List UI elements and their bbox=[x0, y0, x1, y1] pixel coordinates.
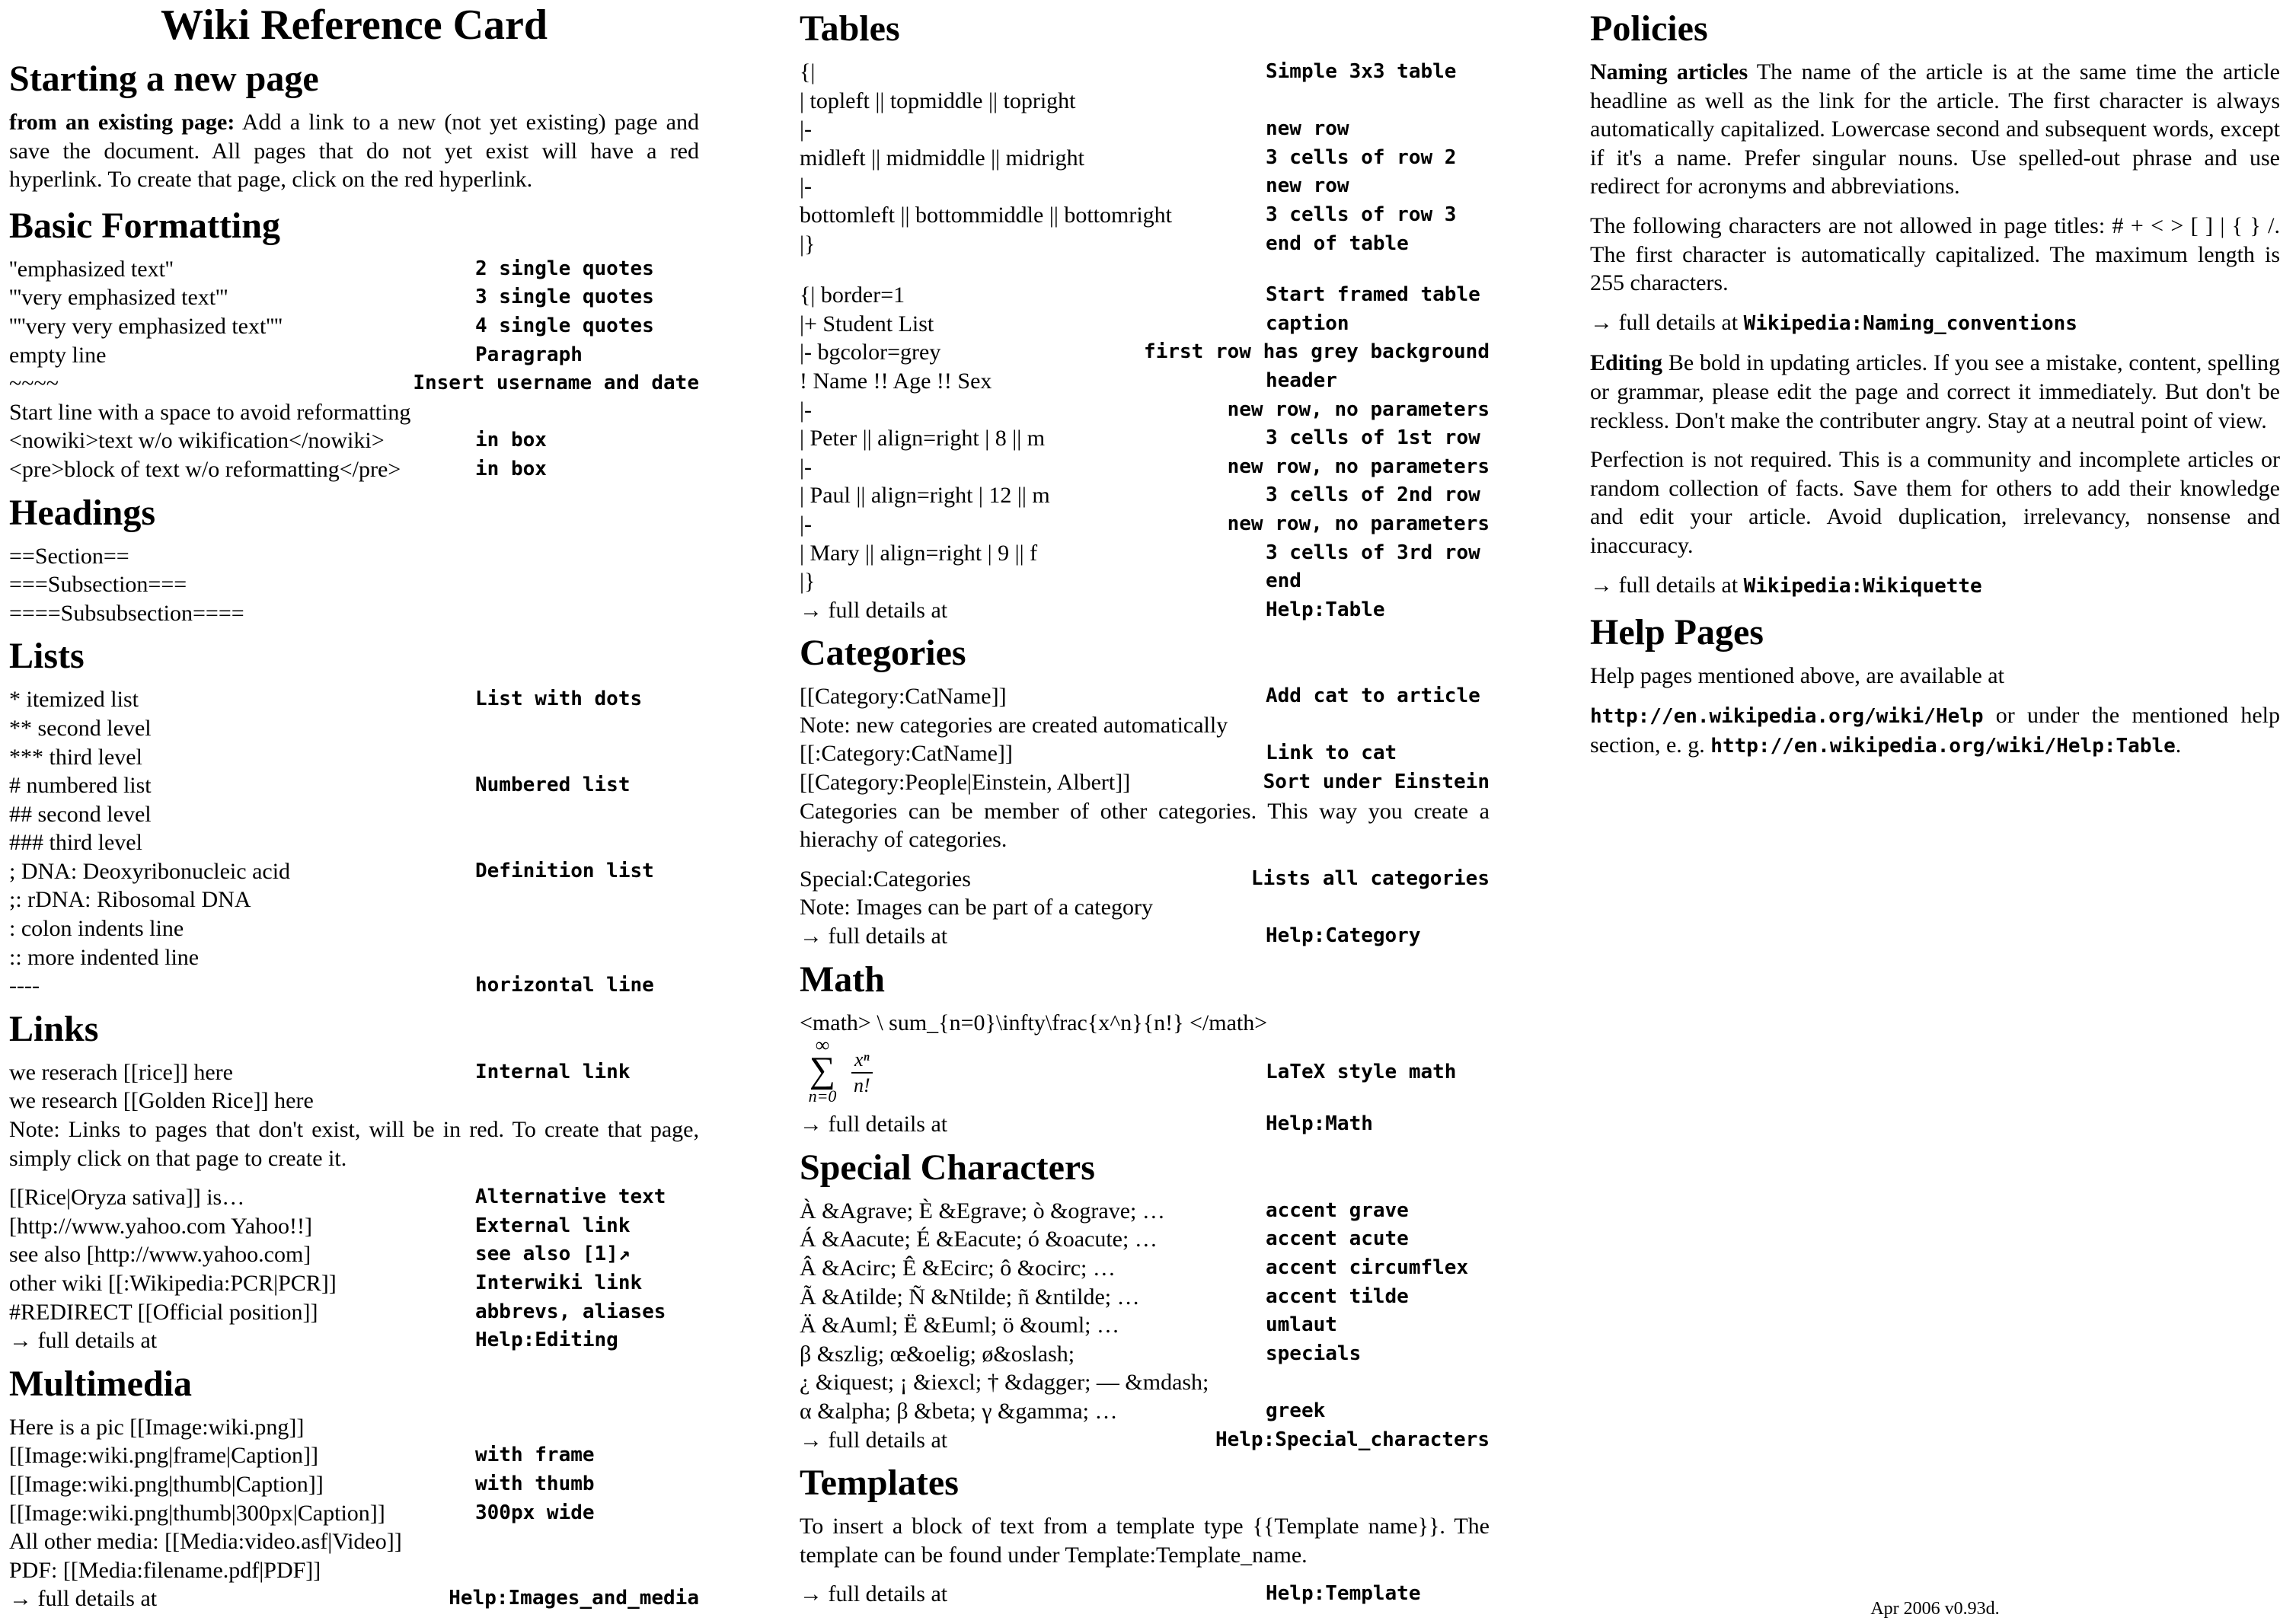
paragraph bbox=[1590, 58, 2280, 201]
markup-example: ''emphasized text'' bbox=[9, 256, 174, 282]
markup-example: '''very emphasized text''' bbox=[9, 285, 228, 311]
description-label: Simple 3x3 table bbox=[1266, 60, 1457, 83]
section-heading: Templates bbox=[800, 1463, 959, 1504]
description-label: greek bbox=[1266, 1399, 1326, 1422]
column-left bbox=[9, 0, 699, 1613]
reference-row bbox=[9, 972, 699, 1000]
markup-example: ** second level bbox=[9, 715, 152, 741]
reference-row bbox=[800, 1254, 1490, 1283]
reference-row bbox=[800, 1311, 1490, 1340]
description-label: in box bbox=[475, 457, 547, 480]
section-heading: Basic Formatting bbox=[9, 205, 280, 246]
markup-example: → full details at bbox=[800, 597, 948, 623]
markup-example: |- bgcolor=grey bbox=[800, 340, 941, 365]
description-label: end of table bbox=[1266, 231, 1409, 255]
markup-example: ---- bbox=[9, 973, 40, 999]
text-line: Note: Images can be part of a category bbox=[800, 895, 1153, 920]
reference-row bbox=[800, 424, 1490, 453]
reference-row bbox=[9, 341, 699, 370]
markup-example: ~~~~ bbox=[9, 371, 59, 397]
description-label: header bbox=[1266, 369, 1337, 392]
description-label: Start framed table bbox=[1266, 283, 1480, 307]
description-label: Help:Images_and_media bbox=[449, 1587, 699, 1610]
markup-example: → full details at bbox=[800, 1427, 948, 1453]
reference-row bbox=[800, 1580, 1490, 1609]
description-label: new row, no parameters bbox=[1227, 512, 1490, 535]
reference-row bbox=[800, 682, 1490, 711]
version-footer: Apr 2006 v0.93d. bbox=[1870, 1599, 2000, 1619]
markup-example: [http://www.yahoo.com Yahoo!!] bbox=[9, 1213, 313, 1239]
reference-row bbox=[800, 510, 1490, 539]
description-label: 4 single quotes bbox=[475, 314, 654, 337]
markup-example: À &Agrave; È &Egrave; ò &ograve; … bbox=[800, 1198, 1165, 1224]
markup-example: |- bbox=[800, 454, 812, 480]
section-heading: Categories bbox=[800, 633, 966, 674]
reference-row bbox=[800, 172, 1490, 201]
paragraph bbox=[1590, 445, 2280, 560]
section-tables bbox=[800, 8, 1490, 624]
description-label: accent circumflex bbox=[1266, 1256, 1469, 1279]
reference-row bbox=[9, 283, 699, 312]
sigma-symbol: ∑ bbox=[809, 1050, 836, 1091]
markup-example: <nowiki>text w/o wikification</nowiki> bbox=[9, 428, 385, 454]
markup-example: [[Rice|Oryza sativa]] is… bbox=[9, 1185, 245, 1211]
section-heading: Math bbox=[800, 959, 885, 1000]
description-label: accent tilde bbox=[1266, 1284, 1409, 1308]
description-label: Sort under Einstein bbox=[1263, 771, 1490, 794]
spacer bbox=[800, 258, 1490, 281]
description-label: 3 single quotes bbox=[475, 286, 654, 309]
reference-row bbox=[800, 1197, 1490, 1226]
section-heading: Links bbox=[9, 1008, 99, 1049]
markup-example: |- bbox=[800, 116, 812, 142]
section-math bbox=[800, 959, 1490, 1139]
reference-row bbox=[800, 367, 1490, 396]
paragraph-text: Be bold in updating articles. If you see a mistake, content, spelling or grammar, please edit the page and correct it immediately. But don't be reckless. Don't make the contributer angry. Stay at a neutral point of view. bbox=[1590, 350, 2280, 433]
reference-row bbox=[800, 230, 1490, 259]
markup-example: Ä &Auml; Ë &Euml; ö &ouml; … bbox=[800, 1313, 1119, 1338]
reference-row bbox=[800, 58, 1490, 87]
fraction-denominator: n! bbox=[854, 1074, 870, 1097]
reference-row bbox=[9, 914, 699, 943]
reference-row bbox=[800, 201, 1490, 230]
markup-example: * itemized list bbox=[9, 687, 139, 713]
markup-example: | Mary || align=right | 9 || f bbox=[800, 540, 1038, 566]
markup-example: → full details at bbox=[9, 1586, 158, 1612]
text-line: Note: new categories are created automatically bbox=[800, 712, 1228, 738]
description-label: Help:Table bbox=[1266, 598, 1385, 621]
reference-row bbox=[9, 1441, 699, 1470]
markup-example: # numbered list bbox=[9, 773, 152, 799]
reference-row bbox=[800, 481, 1490, 510]
description-label: Numbered list bbox=[475, 774, 631, 797]
reference-row bbox=[9, 1086, 699, 1115]
reference-row bbox=[9, 885, 699, 914]
description-label: 2 single quotes bbox=[475, 257, 654, 280]
column-middle bbox=[800, 0, 1490, 1609]
description-label: Definition list bbox=[475, 859, 654, 882]
reference-row bbox=[800, 1110, 1490, 1139]
markup-example: we reserach [[rice]] here bbox=[9, 1059, 233, 1085]
reference-row bbox=[800, 1283, 1490, 1312]
description-label: abbrevs, aliases bbox=[475, 1300, 666, 1323]
details-text: → full details at bbox=[1590, 572, 1744, 598]
reference-row bbox=[9, 312, 699, 341]
markup-example: midleft || midmiddle || midright bbox=[800, 145, 1084, 171]
markup-example: ;: rDNA: Ribosomal DNA bbox=[9, 887, 251, 913]
description-label: Help:Math bbox=[1266, 1112, 1373, 1136]
reference-row bbox=[800, 87, 1490, 116]
text-line: ¿ &iquest; ¡ &iexcl; † &dagger; — &mdash; bbox=[800, 1370, 1209, 1396]
reference-row bbox=[800, 1397, 1490, 1426]
reference-row bbox=[9, 943, 699, 972]
description-label: 3 cells of row 2 bbox=[1266, 145, 1457, 169]
section-policies bbox=[1590, 8, 2280, 601]
reference-row bbox=[800, 1225, 1490, 1254]
markup-example: |- bbox=[800, 511, 812, 537]
description-label: see also [1]↗ bbox=[475, 1243, 631, 1266]
reference-row bbox=[9, 1298, 699, 1327]
url-text: http://en.wikipedia.org/wiki/Help:Table bbox=[1710, 735, 2176, 758]
description-label: in box bbox=[475, 429, 547, 452]
markup-example: : colon indents line bbox=[9, 916, 184, 942]
paragraph bbox=[1590, 349, 2280, 435]
text-line: All other media: [[Media:video.asf|Video]] bbox=[9, 1529, 402, 1555]
section-heading: Tables bbox=[800, 8, 900, 49]
markup-example: #REDIRECT [[Official position]] bbox=[9, 1299, 318, 1325]
details-line bbox=[1590, 308, 2280, 339]
markup-example: |- bbox=[800, 397, 812, 423]
markup-example: |} bbox=[800, 569, 816, 595]
markup-example: Special:Categories bbox=[800, 866, 971, 892]
markup-example: | Peter || align=right | 8 || m bbox=[800, 426, 1046, 451]
paragraph-text: Perfection is not required. This is a community and incomplete articles or random collection of facts. Save them for others to add their knowledge and edit your article. Avoid duplication, irrelevancy, nonsense and inaccuracy. bbox=[1590, 447, 2280, 558]
fraction bbox=[851, 1048, 873, 1098]
markup-example: α &alpha; β &beta; γ &gamma; … bbox=[800, 1398, 1118, 1424]
fraction-numerator: xⁿ bbox=[851, 1048, 873, 1074]
markup-example: we research [[Golden Rice]] here bbox=[9, 1088, 314, 1114]
url-text: http://en.wikipedia.org/wiki/Help bbox=[1590, 704, 1984, 728]
reference-row bbox=[800, 567, 1490, 596]
section-basic-formatting bbox=[9, 205, 699, 484]
description-label: Alternative text bbox=[475, 1185, 666, 1209]
markup-example: see also [http://www.yahoo.com] bbox=[9, 1242, 311, 1268]
markup-example: ### third level bbox=[9, 830, 142, 856]
reference-row bbox=[9, 426, 699, 455]
paragraph-text: Add a link to a new (not yet existing) page and save the document. All pages that do not yet exist will have a red hyperlink. To create that page, click on the red hyperlink. bbox=[9, 110, 699, 193]
paragraph bbox=[1590, 212, 2280, 298]
reference-row bbox=[800, 865, 1490, 894]
section-heading: Lists bbox=[9, 636, 85, 677]
description-label: horizontal line bbox=[475, 974, 654, 997]
markup-example: [[Image:wiki.png|thumb|300px|Caption]] bbox=[9, 1500, 385, 1526]
paragraph-text: Categories can be member of other categories. This way you create a hierachy of categories. bbox=[800, 798, 1490, 853]
description-label: new row, no parameters bbox=[1227, 455, 1490, 478]
section-lists bbox=[9, 635, 699, 1000]
section-heading: Help Pages bbox=[1590, 612, 1764, 653]
description-label: 3 cells of row 3 bbox=[1266, 203, 1457, 226]
markup-example: → full details at bbox=[800, 1112, 948, 1137]
paragraph-text: or under the mentioned help section, e. g. bbox=[1590, 702, 2280, 758]
description-label: new row, no parameters bbox=[1227, 397, 1490, 421]
section-help-pages bbox=[1590, 611, 2280, 761]
markup-example: [[Category:People|Einstein, Albert]] bbox=[800, 770, 1131, 796]
description-label: Interwiki link bbox=[475, 1271, 643, 1294]
reference-row bbox=[800, 396, 1490, 425]
description-label: Help:Editing bbox=[475, 1329, 618, 1352]
paragraph bbox=[800, 797, 1490, 854]
reference-row bbox=[800, 922, 1490, 951]
section-heading: Policies bbox=[1590, 8, 1708, 49]
reference-row bbox=[9, 1584, 699, 1613]
description-label: LaTeX style math bbox=[1266, 1061, 1457, 1084]
text-line: ===Subsection=== bbox=[9, 572, 187, 598]
text-line: ====Subsubsection==== bbox=[9, 600, 244, 626]
description-label: caption bbox=[1266, 311, 1349, 335]
reference-row bbox=[9, 255, 699, 284]
description-label: Internal link bbox=[475, 1060, 631, 1083]
column-right bbox=[1590, 0, 2280, 772]
markup-example: <pre>block of text w/o reformatting</pre> bbox=[9, 456, 401, 482]
reference-row bbox=[800, 1340, 1490, 1369]
paragraph bbox=[800, 1512, 1490, 1569]
markup-example: {| bbox=[800, 59, 816, 85]
section-multimedia bbox=[9, 1363, 699, 1613]
text-line: ==Section== bbox=[9, 543, 129, 569]
reference-row bbox=[800, 281, 1490, 310]
paragraph bbox=[1590, 662, 2280, 691]
paragraph-lead: from an existing page: bbox=[9, 110, 235, 135]
description-label: List with dots bbox=[475, 688, 643, 711]
text-line: PDF: [[Media:filename.pdf|PDF]] bbox=[9, 1557, 321, 1583]
reference-row bbox=[9, 1269, 699, 1298]
reference-row bbox=[800, 596, 1490, 625]
markup-example: Á &Aacute; É &Eacute; ó &oacute; … bbox=[800, 1227, 1158, 1252]
math-example bbox=[800, 1034, 1490, 1110]
reference-row bbox=[800, 115, 1490, 144]
reference-row bbox=[800, 453, 1490, 482]
description-label: Help:Special_characters bbox=[1215, 1428, 1490, 1451]
paragraph bbox=[9, 108, 699, 194]
section-starting-a-new-page bbox=[9, 58, 699, 194]
reference-row bbox=[9, 455, 699, 484]
description-label: 3 cells of 3rd row bbox=[1266, 541, 1480, 564]
details-link: Wikipedia:Wikiquette bbox=[1743, 574, 1982, 598]
paragraph-text: The following characters are not allowed in page titles: # + < > [ ] | { } /. The first character is automatically capitalized. The maximum length is 255 characters. bbox=[1590, 212, 2280, 296]
markup-example: → full details at bbox=[800, 924, 948, 949]
markup-example: ! Name !! Age !! Sex bbox=[800, 368, 992, 394]
reference-row bbox=[9, 857, 699, 886]
details-line bbox=[1590, 571, 2280, 601]
description-label: new row bbox=[1266, 174, 1349, 198]
sum-formula bbox=[800, 1034, 845, 1106]
details-link: Wikipedia:Naming_conventions bbox=[1743, 311, 2077, 335]
reference-row bbox=[9, 1326, 699, 1355]
markup-example: | Paul || align=right | 12 || m bbox=[800, 483, 1050, 509]
section-categories bbox=[800, 632, 1490, 950]
markup-example: :: more indented line bbox=[9, 944, 200, 970]
sum-lower-limit: n=0 bbox=[808, 1086, 837, 1106]
markup-example: |+ Student List bbox=[800, 311, 934, 337]
section-heading: Starting a new page bbox=[9, 59, 319, 99]
reference-row bbox=[800, 768, 1490, 797]
reference-row bbox=[9, 685, 699, 714]
description-label: Help:Category bbox=[1266, 924, 1421, 948]
description-label: accent grave bbox=[1266, 1198, 1409, 1222]
reference-row bbox=[9, 1240, 699, 1269]
paragraph bbox=[1590, 701, 2280, 761]
text-line: Here is a pic [[Image:wiki.png]] bbox=[9, 1414, 305, 1440]
paragraph-text: To insert a block of text from a template type {{Template name}}. The template can be found under Template:Template_name. bbox=[800, 1514, 1490, 1568]
markup-example: ''''very very emphasized text'''' bbox=[9, 313, 283, 339]
paragraph bbox=[9, 1115, 699, 1173]
reference-row bbox=[9, 1058, 699, 1087]
markup-example: [[:Category:CatName]] bbox=[800, 741, 1013, 767]
description-label: 300px wide bbox=[475, 1501, 595, 1524]
description-label: Lists all categories bbox=[1250, 866, 1490, 890]
description-label: with frame bbox=[475, 1444, 595, 1467]
markup-example: β &szlig; œ&oelig; ø&oslash; bbox=[800, 1341, 1075, 1367]
markup-example: → full details at bbox=[800, 1581, 948, 1607]
reference-row bbox=[9, 1212, 699, 1241]
description-label: umlaut bbox=[1266, 1313, 1337, 1337]
markup-example: |- bbox=[800, 174, 812, 199]
markup-example: [[Image:wiki.png|thumb|Caption]] bbox=[9, 1471, 324, 1497]
markup-example: ; DNA: Deoxyribonucleic acid bbox=[9, 858, 291, 884]
reference-row bbox=[800, 338, 1490, 367]
markup-example: bottomleft || bottommiddle || bottomright bbox=[800, 202, 1172, 228]
section-special-characters bbox=[800, 1147, 1490, 1454]
description-label: specials bbox=[1266, 1342, 1362, 1365]
markup-example: [[Category:CatName]] bbox=[800, 684, 1007, 710]
markup-example: ## second level bbox=[9, 801, 152, 827]
paragraph-lead: Editing bbox=[1590, 350, 1663, 376]
page-title: Wiki Reference Card bbox=[160, 2, 548, 49]
description-label: 3 cells of 2nd row bbox=[1266, 483, 1480, 507]
reference-row bbox=[9, 828, 699, 857]
reference-row bbox=[9, 714, 699, 743]
reference-row bbox=[800, 1426, 1490, 1455]
sum-upper-limit: ∞ bbox=[815, 1034, 830, 1057]
reference-row bbox=[800, 310, 1490, 339]
section-heading: Headings bbox=[9, 492, 156, 533]
section-templates bbox=[800, 1462, 1490, 1609]
paragraph-lead: Naming articles bbox=[1590, 59, 1748, 85]
paragraph-text: The name of the article is at the same time the article headline as well as the link for the article. The first character is always automatically capitalized. Lowercase second and subsequent words, except if it's a name. Prefer singular nouns. Use spelled-out phrase and use redirect for acronyms and abbreviations. bbox=[1590, 59, 2280, 199]
markup-example: {| border=1 bbox=[800, 282, 905, 308]
description-label: External link bbox=[475, 1214, 631, 1237]
description-label: with thumb bbox=[475, 1472, 595, 1495]
text-line: <math> \ sum_{n=0}\infty\frac{x^n}{n!} </math> bbox=[800, 1010, 1268, 1035]
markup-example: *** third level bbox=[9, 744, 142, 770]
section-heading: Special Characters bbox=[800, 1147, 1095, 1188]
markup-example: empty line bbox=[9, 342, 107, 368]
description-label: Link to cat bbox=[1266, 742, 1397, 765]
reference-row bbox=[9, 369, 699, 398]
reference-row bbox=[800, 539, 1490, 568]
description-label: first row has grey background bbox=[1144, 340, 1490, 364]
description-label: Help:Template bbox=[1266, 1582, 1421, 1606]
markup-example: |} bbox=[800, 231, 816, 257]
description-label: new row bbox=[1266, 117, 1349, 141]
description-label: Add cat to article bbox=[1266, 684, 1480, 708]
description-label: Insert username and date bbox=[413, 372, 699, 395]
markup-example: other wiki [[:Wikipedia:PCR|PCR]] bbox=[9, 1271, 337, 1296]
markup-example: Ã &Atilde; Ñ &Ntilde; ñ &ntilde; … bbox=[800, 1284, 1140, 1310]
details-text: → full details at bbox=[1590, 309, 1744, 335]
reference-row bbox=[800, 144, 1490, 173]
markup-example: [[Image:wiki.png|frame|Caption]] bbox=[9, 1443, 319, 1469]
reference-row bbox=[9, 743, 699, 772]
paragraph-text: Help pages mentioned above, are available at bbox=[1590, 663, 2004, 689]
description-label: accent acute bbox=[1266, 1227, 1409, 1251]
reference-row bbox=[9, 1499, 699, 1528]
reference-row bbox=[800, 739, 1490, 768]
section-links bbox=[9, 1008, 699, 1355]
markup-example: | topleft || topmiddle || topright bbox=[800, 88, 1076, 113]
reference-row bbox=[9, 800, 699, 829]
reference-row bbox=[9, 1470, 699, 1499]
paragraph-text: Note: Links to pages that don't exist, will be in red. To create that page, simply click on that page to create it. bbox=[9, 1117, 699, 1171]
description-label: Paragraph bbox=[475, 343, 583, 366]
paragraph-text: . bbox=[2175, 732, 2182, 758]
reference-row bbox=[9, 1183, 699, 1212]
text-line: Start line with a space to avoid reformatting bbox=[9, 399, 411, 425]
description-label: 3 cells of 1st row bbox=[1266, 426, 1480, 450]
markup-example: Â &Acirc; Ê &Ecirc; ô &ocirc; … bbox=[800, 1255, 1116, 1281]
reference-row bbox=[9, 771, 699, 800]
section-heading: Multimedia bbox=[9, 1363, 192, 1404]
markup-example: → full details at bbox=[9, 1328, 158, 1354]
description-label: end bbox=[1266, 570, 1301, 593]
section-headings bbox=[9, 492, 699, 628]
